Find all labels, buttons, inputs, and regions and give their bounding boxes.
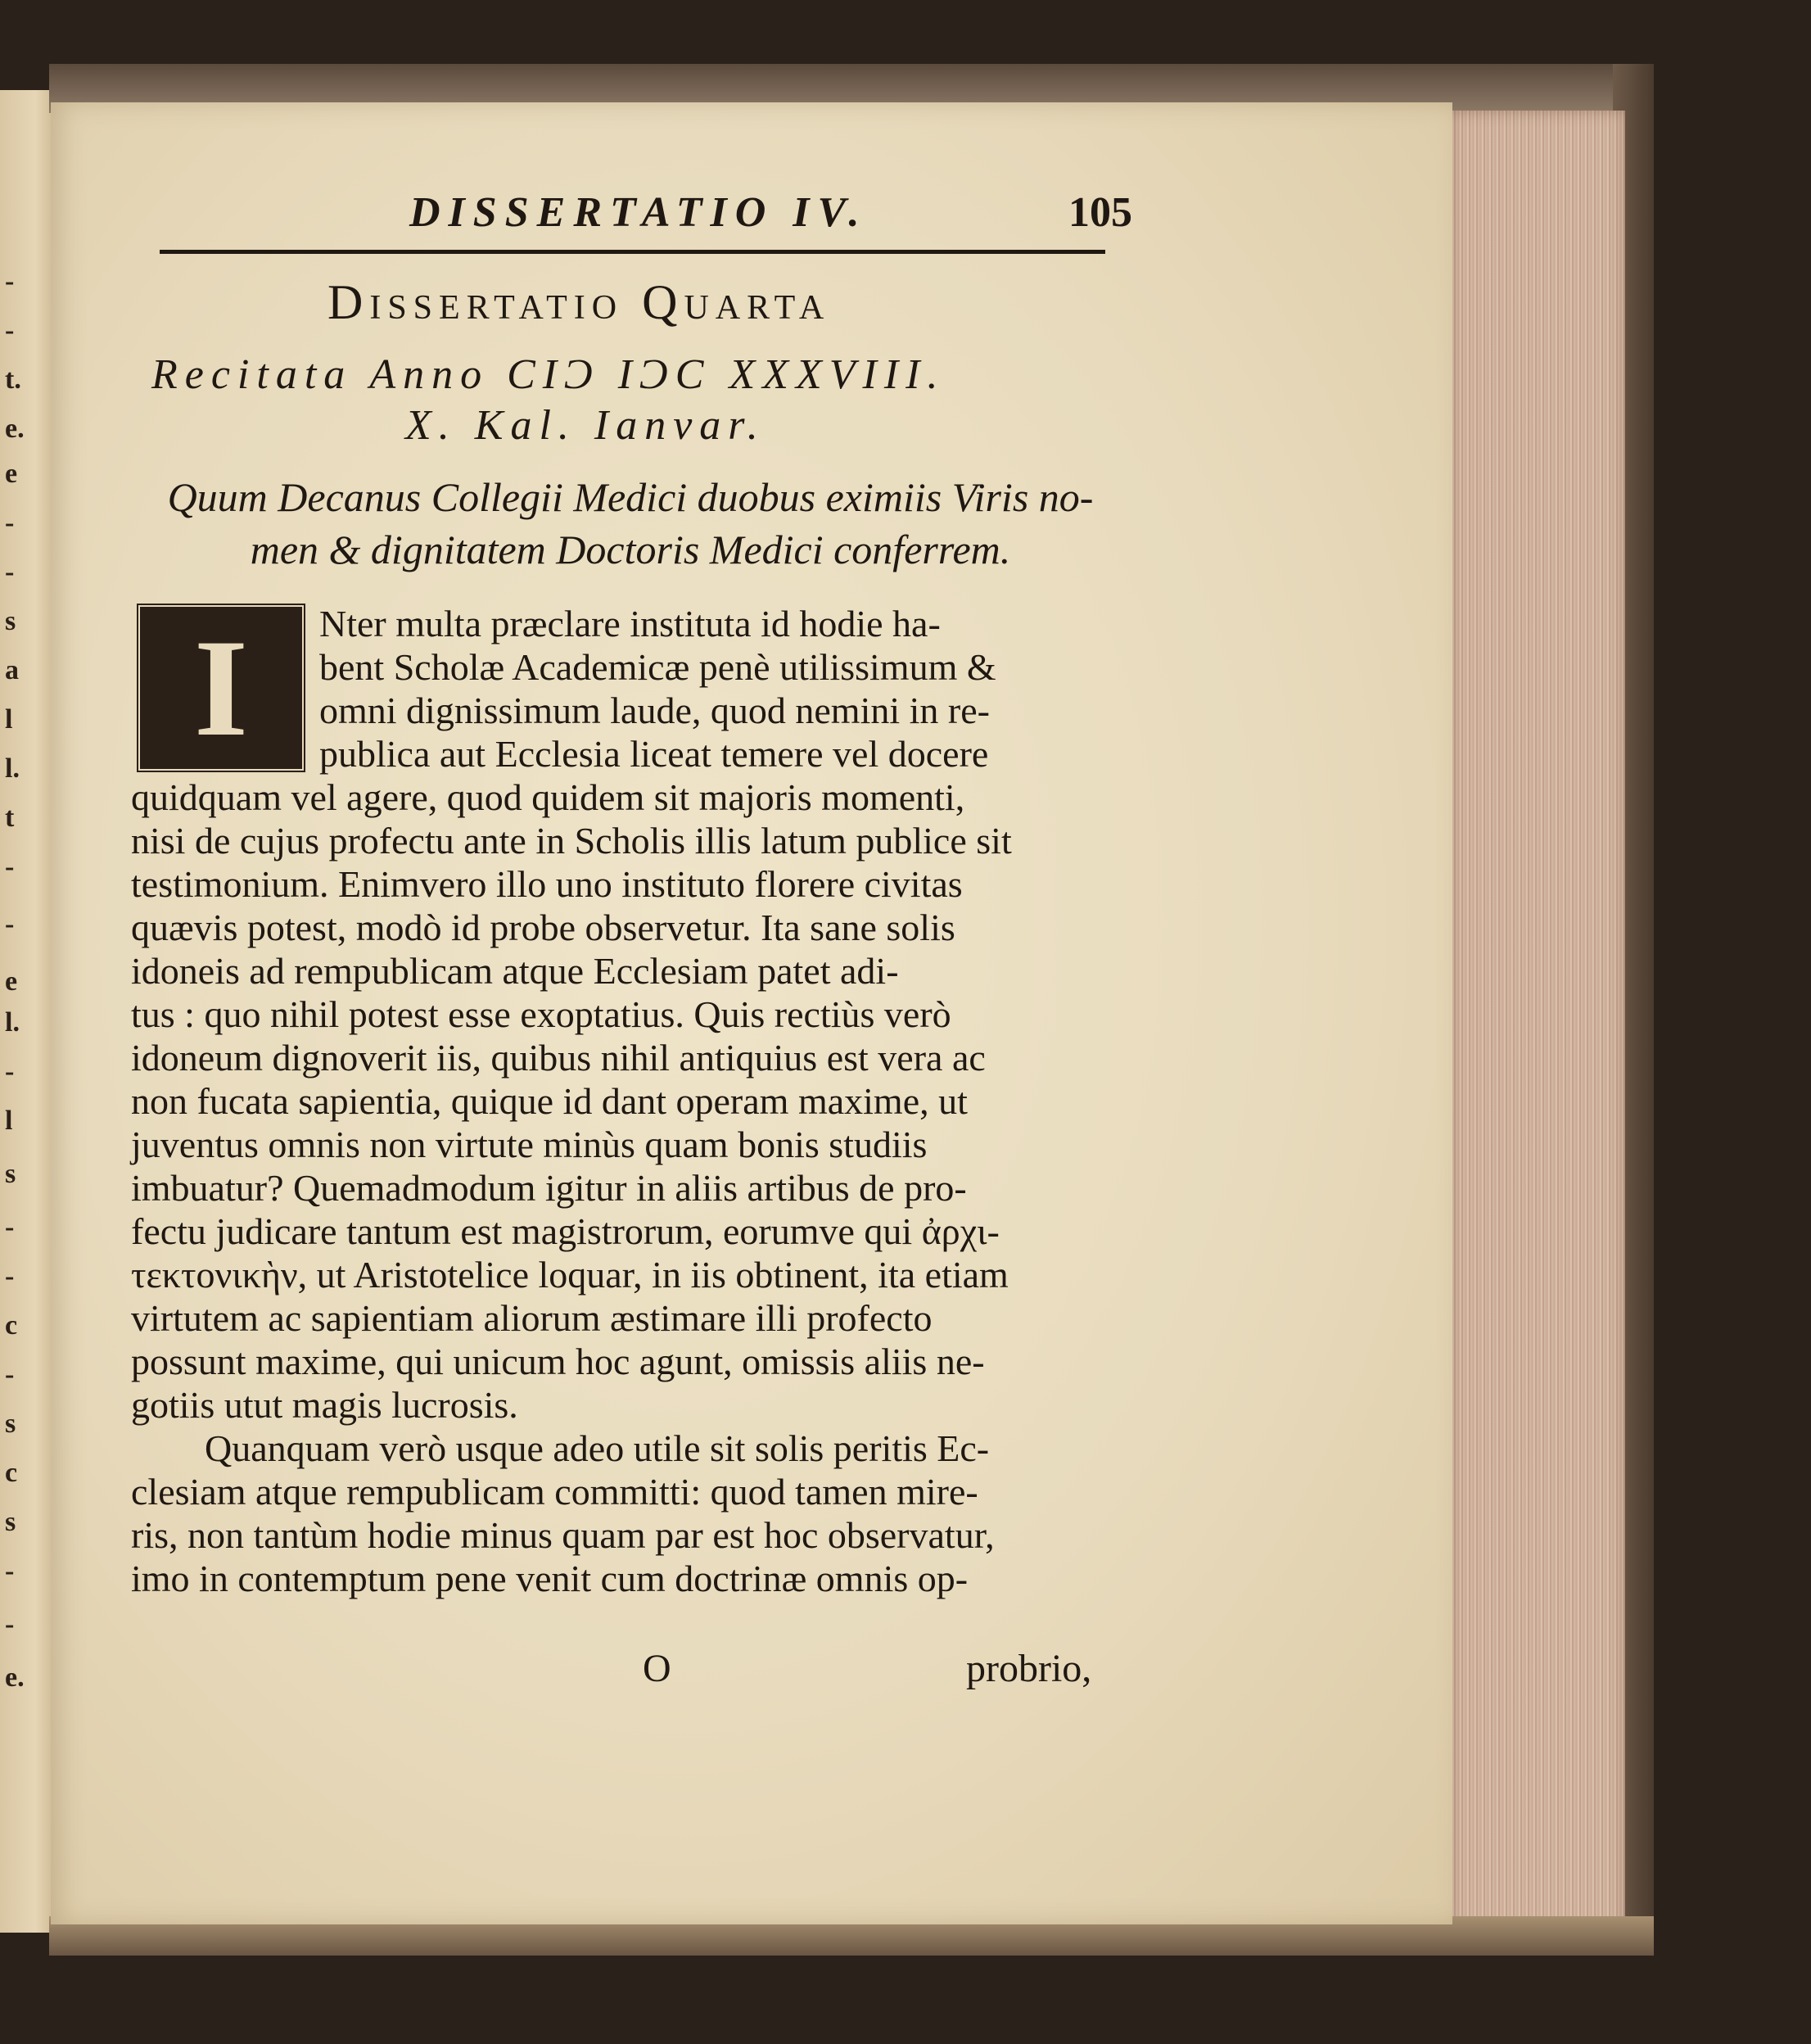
left-page-fragment: l.	[5, 753, 20, 784]
signature-mark: O	[643, 1647, 671, 1690]
left-page-fragment: -	[5, 1359, 15, 1390]
page-number: 105	[1068, 189, 1132, 236]
left-page-fragment: -	[5, 1212, 15, 1242]
text-line: bent Scholæ Academicæ penè utilissimum &	[319, 646, 996, 688]
left-page-fragment: s	[5, 1409, 16, 1439]
text-line: gotiis utut magis lucrosis.	[131, 1384, 518, 1426]
page-edges	[1449, 111, 1625, 1937]
left-page-fragment: e	[5, 459, 18, 489]
left-page-fragment: c	[5, 1310, 18, 1341]
text-line: tus : quo nihil potest esse exoptatius. Quis rectiùs verò	[131, 993, 951, 1035]
body-text	[131, 602, 1126, 1600]
text-line: non fucata sapientia, quique id dant operam maxime, ut	[131, 1080, 968, 1122]
text-line: juventus omnis non virtute minùs quam bonis studiis	[131, 1124, 928, 1165]
left-page-fragment: l	[5, 1106, 13, 1136]
left-page-fragment: -	[5, 1609, 15, 1639]
left-page-fragment: e.	[5, 1662, 25, 1693]
occasion-heading	[131, 471, 1130, 576]
left-page-fragment: -	[5, 508, 15, 538]
left-page-fragment: l.	[5, 1007, 20, 1038]
left-page-fragment: e	[5, 966, 18, 997]
left-page-fragment: -	[5, 1056, 15, 1087]
left-page-fragment: l	[5, 704, 13, 735]
text-line: idoneis ad rempublicam atque Ecclesiam patet adi-	[131, 950, 899, 992]
text-line: idoneum dignoverit iis, quibus nihil antiquius est vera ac	[131, 1037, 986, 1079]
dissertation-subtitle-line-1: Recitata Anno CIϽ IϽC XXXVIII.	[151, 351, 946, 398]
text-line: imo in contemptum pene venit cum doctrinæ omnis op-	[131, 1558, 969, 1599]
left-page-fragment: s	[5, 1159, 16, 1189]
dissertation-title: Dissertatio Quarta	[327, 275, 831, 329]
left-page-fragment: s	[5, 606, 16, 636]
left-page-fragment: t.	[5, 364, 21, 395]
text-line: imbuatur? Quemadmodum igitur in aliis artibus de pro-	[131, 1167, 967, 1209]
text-line: clesiam atque rempublicam committi: quod tamen mire-	[131, 1471, 978, 1513]
left-page-fragment: -	[5, 1556, 15, 1586]
decorated-initial: I	[135, 602, 307, 774]
text-line: Nter multa præclare instituta id hodie ha-	[319, 603, 941, 644]
left-page-fragment: c	[5, 1458, 18, 1488]
left-page-fragment: -	[5, 852, 15, 882]
text-line: Quanquam verò usque adeo utile sit solis peritis Ec-	[205, 1427, 990, 1469]
text-line: nisi de cujus profectu ante in Scholis illis latum publice sit	[131, 820, 1012, 861]
left-page-fragment: a	[5, 655, 19, 685]
left-page-fragment: s	[5, 1507, 16, 1537]
text-line: τεκτονικὴν, ut Aristotelice loquar, in iis obtinent, ita etiam	[131, 1254, 1009, 1296]
left-page-fragment: e.	[5, 414, 25, 444]
running-head: DISSERTATIO IV.	[409, 189, 868, 236]
catchword: probrio,	[966, 1647, 1092, 1690]
text-line: possunt maxime, qui unicum hoc agunt, omissis aliis ne-	[131, 1341, 985, 1382]
text-line: testimonium. Enimvero illo uno instituto florere civitas	[131, 863, 963, 905]
left-page-fragment: -	[5, 909, 15, 939]
text-line: publica aut Ecclesia liceat temere vel docere	[319, 733, 989, 775]
left-page-fragment: t	[5, 803, 15, 833]
text-line: omni dignissimum laude, quod nemini in re-	[319, 690, 990, 731]
text-line: virtutem ac sapientiam aliorum æstimare illi profecto	[131, 1297, 933, 1339]
dissertation-subtitle-line-2: X. Kal. Ianvar.	[405, 402, 765, 449]
left-page-fragment: -	[5, 557, 15, 587]
left-page-fragment: -	[5, 315, 15, 346]
text-line: ris, non tantùm hodie minus quam par est hoc observatur,	[131, 1514, 995, 1556]
left-page-fragment: -	[5, 1261, 15, 1291]
left-page-fragment: -	[5, 266, 15, 296]
header-rule	[160, 250, 1105, 254]
occasion-line: Quum Decanus Collegii Medici duobus eximiis Viris no-	[167, 474, 1094, 520]
text-line: quidquam vel agere, quod quidem sit majoris momenti,	[131, 776, 965, 818]
text-line: fectu judicare tantum est magistrorum, eorumve qui ἀρχι-	[131, 1210, 1000, 1252]
text-line: quævis potest, modò id probe observetur. Ita sane solis	[131, 907, 955, 948]
occasion-line: men & dignitatem Doctoris Medici conferrem.	[250, 527, 1011, 572]
